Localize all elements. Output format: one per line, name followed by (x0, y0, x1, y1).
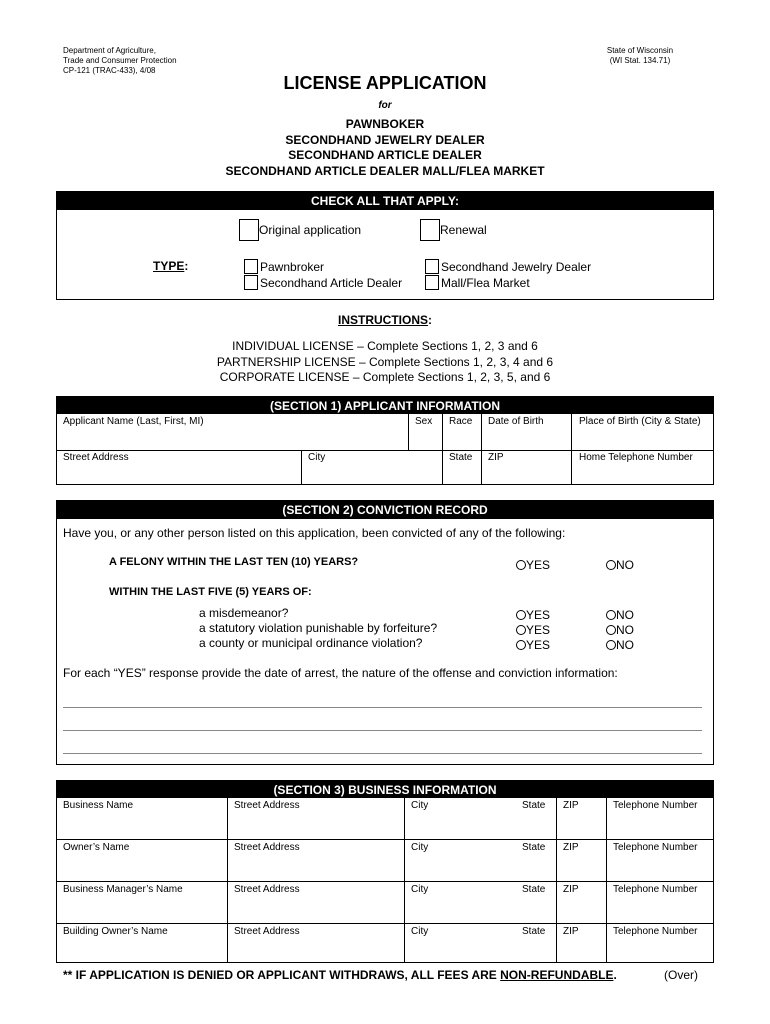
section3-vline-4 (606, 797, 607, 963)
section3-vline-3 (556, 797, 557, 963)
forfeiture-question: a statutory violation punishable by forfeiture? (199, 621, 438, 635)
building-owner-city-label: City (411, 926, 429, 937)
section3-row-divider-2 (56, 881, 714, 882)
zip-label: ZIP (488, 452, 504, 463)
secondhand-article-label: Secondhand Article Dealer (260, 275, 403, 290)
business-name-label: Business Name (63, 800, 134, 811)
race-label: Race (449, 416, 473, 427)
license-types (0, 117, 770, 179)
business-phone-label: Telephone Number (613, 800, 698, 811)
pob-label: Place of Birth (City & State) (579, 416, 701, 427)
forfeiture-yes-radio[interactable] (516, 625, 526, 635)
sex-label: Sex (415, 416, 433, 427)
manager-state-label: State (522, 884, 546, 895)
misdemeanor-no-radio[interactable] (606, 610, 616, 620)
owner-phone-label: Telephone Number (613, 842, 698, 853)
for-label: for (378, 100, 392, 111)
felony-no-radio[interactable] (606, 560, 616, 570)
applicant-name-label: Applicant Name (Last, First, MI) (63, 416, 204, 427)
dob-label: Date of Birth (488, 416, 544, 427)
form-title: LICENSE APPLICATION (283, 73, 487, 93)
over-note: (Over) (664, 968, 698, 982)
owner-street-label: Street Address (234, 842, 300, 853)
fee-notice-text: ** IF APPLICATION IS DENIED OR APPLICANT WITHDRAWS, ALL FEES ARE (63, 968, 501, 982)
felony-question: A FELONY WITHIN THE LAST TEN (10) YEARS? (109, 556, 359, 568)
owner-state-label: State (522, 842, 546, 853)
secondhand-jewelry-checkbox[interactable] (425, 259, 439, 274)
owner-name-label: Owner’s Name (63, 842, 130, 853)
answer-line-2[interactable] (63, 730, 702, 731)
agency-block (63, 46, 177, 76)
instructions-title-text: INSTRUCTIONS (338, 313, 428, 327)
instruction-individual: INDIVIDUAL LICENSE – Complete Sections 1, 2, 3 and 6 (232, 339, 538, 353)
owner-zip-label: ZIP (563, 842, 579, 853)
original-application-label: Original application (259, 223, 362, 237)
ordinance-question: a county or municipal ordinance violation? (199, 636, 423, 650)
section3-vline-1 (227, 797, 228, 963)
type-label (153, 259, 188, 273)
forfeiture-no-radio[interactable] (606, 625, 616, 635)
section1-divider (56, 450, 714, 451)
renewal-option[interactable] (420, 219, 487, 241)
instruction-partnership: PARTNERSHIP LICENSE – Complete Sections 1, 2, 3, 4 and 6 (216, 354, 554, 369)
original-application-checkbox[interactable] (239, 219, 259, 241)
section1-vline-5 (301, 450, 302, 485)
instructions-list (0, 339, 770, 386)
misdemeanor-no-label: NO (616, 607, 634, 622)
misdemeanor-yes-radio[interactable] (516, 610, 526, 620)
misdemeanor-question: a misdemeanor? (199, 606, 289, 620)
type-label-colon: : (184, 259, 189, 273)
state-label: State (449, 452, 473, 463)
for-each-yes-instruction: For each “YES” response provide the date of arrest, the nature of the offense and conviction information: (63, 666, 618, 680)
felony-yes-option[interactable] (516, 556, 550, 574)
manager-city-label: City (411, 884, 429, 895)
secondhand-jewelry-label: Secondhand Jewelry Dealer (441, 259, 592, 274)
section3-title: (SECTION 3) BUSINESS INFORMATION (57, 781, 713, 798)
original-application-option[interactable] (239, 219, 361, 241)
answer-line-1[interactable] (63, 707, 702, 708)
misdemeanor-yes-label: YES (526, 607, 551, 622)
non-refundable-text: NON-REFUNDABLE (500, 968, 614, 982)
building-owner-label: Building Owner’s Name (63, 926, 168, 937)
felony-no-option[interactable] (606, 556, 634, 574)
manager-street-label: Street Address (234, 884, 300, 895)
fee-notice (63, 968, 617, 982)
check-all-title: CHECK ALL THAT APPLY: (57, 192, 713, 210)
agency-line-2: Trade and Consumer Protection (63, 56, 177, 65)
building-owner-zip-label: ZIP (563, 926, 579, 937)
business-manager-label: Business Manager’s Name (63, 884, 183, 895)
section1-vline-3 (481, 413, 482, 485)
license-type-1: PAWNBOKER (345, 117, 425, 131)
mall-flea-option[interactable] (425, 274, 530, 292)
instructions-title-colon: : (428, 313, 432, 327)
ordinance-yes-label: YES (526, 637, 551, 652)
instruction-corporate: CORPORATE LICENSE – Complete Sections 1, 2, 3, 5, and 6 (219, 370, 551, 384)
felony-yes-label: YES (526, 557, 551, 572)
manager-zip-label: ZIP (563, 884, 579, 895)
felony-yes-radio[interactable] (516, 560, 526, 570)
section1-box (56, 396, 714, 485)
ordinance-yes-radio[interactable] (516, 640, 526, 650)
pawnbroker-label: Pawnbroker (260, 259, 325, 274)
owner-city-label: City (411, 842, 429, 853)
instructions-title (0, 313, 770, 327)
manager-phone-label: Telephone Number (613, 884, 698, 895)
state-name: State of Wisconsin (606, 46, 674, 55)
business-zip-label: ZIP (563, 800, 579, 811)
section3-row-divider-1 (56, 839, 714, 840)
business-state-label: State (522, 800, 546, 811)
city-label: City (308, 452, 326, 463)
building-owner-phone-label: Telephone Number (613, 926, 698, 937)
form-number: CP-121 (TRAC-433), 4/08 (63, 66, 156, 75)
ordinance-no-radio[interactable] (606, 640, 616, 650)
section1-title: (SECTION 1) APPLICANT INFORMATION (57, 397, 713, 414)
ordinance-yes-option[interactable] (516, 636, 550, 654)
answer-line-3[interactable] (63, 753, 702, 754)
state-block (590, 46, 690, 66)
section3-vline-2 (404, 797, 405, 963)
building-owner-street-label: Street Address (234, 926, 300, 937)
type-label-text: TYPE (153, 259, 185, 273)
forfeiture-yes-label: YES (526, 622, 551, 637)
last-five-heading: WITHIN THE LAST FIVE (5) YEARS OF: (109, 586, 312, 598)
business-city-label: City (411, 800, 429, 811)
business-street-label: Street Address (234, 800, 300, 811)
section1-vline-4 (571, 413, 572, 485)
section2-title: (SECTION 2) CONVICTION RECORD (57, 501, 713, 519)
building-owner-state-label: State (522, 926, 546, 937)
conviction-question: Have you, or any other person listed on this application, been convicted of any of the following: (63, 526, 566, 540)
street-address-label: Street Address (63, 452, 129, 463)
fee-notice-period: . (613, 968, 617, 982)
license-type-3: SECONDHAND ARTICLE DEALER (288, 148, 482, 162)
renewal-label: Renewal (440, 223, 487, 237)
ordinance-no-option[interactable] (606, 636, 634, 654)
renewal-checkbox[interactable] (420, 219, 440, 241)
pawnbroker-checkbox[interactable] (244, 259, 258, 274)
license-type-2: SECONDHAND JEWELRY DEALER (285, 132, 485, 147)
secondhand-article-checkbox[interactable] (244, 275, 258, 290)
statute-ref: (WI Stat. 134.71) (609, 56, 671, 65)
forfeiture-no-label: NO (616, 622, 634, 637)
home-phone-label: Home Telephone Number (579, 452, 693, 463)
ordinance-no-label: NO (616, 637, 634, 652)
mall-flea-label: Mall/Flea Market (441, 275, 530, 290)
license-type-4: SECONDHAND ARTICLE DEALER MALL/FLEA MARKET (225, 163, 545, 178)
mall-flea-checkbox[interactable] (425, 275, 439, 290)
felony-no-label: NO (616, 557, 634, 572)
agency-line-1: Department of Agriculture, (63, 46, 156, 55)
section1-vline-2 (442, 413, 443, 485)
secondhand-article-option[interactable] (244, 274, 402, 292)
section3-row-divider-3 (56, 923, 714, 924)
section1-vline-1 (408, 413, 409, 450)
